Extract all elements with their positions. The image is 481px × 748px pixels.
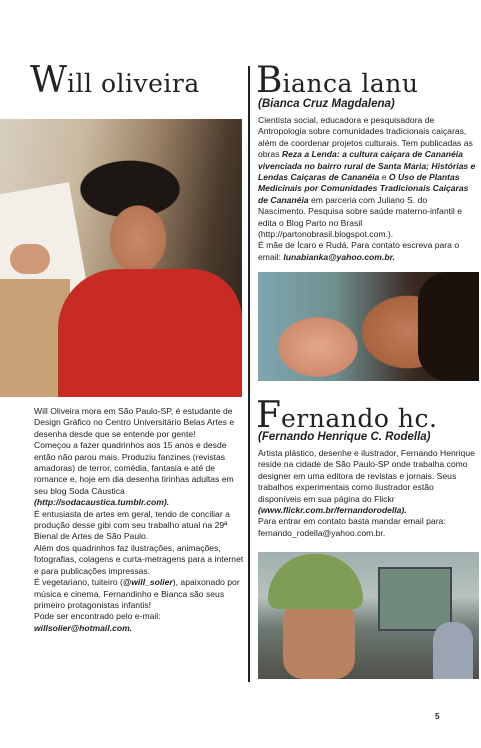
fernando-photo	[258, 552, 479, 679]
will-photo	[0, 119, 242, 397]
fernando-subtitle: (Fernando Henrique C. Rodella)	[258, 431, 431, 443]
will-title: Will oliveira	[30, 60, 200, 101]
column-divider	[248, 66, 250, 682]
will-bio: Will Oliveira mora em São Paulo-SP, é estudante de Design Gráfico no Centro Universitário Belas Artes e desenha desde que se entende por gente! Começou a fazer quadrinhos aos 15 anos e desde então não parou mais. Produziu fanzines (revistas amadoras) de terror, comédia, fantasia e até de romance e, hoje em dia desenha tirinhas adultas em seu blog Soda Cáustica (http://sodacaustica.tumblr.com). É entusiasta de artes em geral, tendo de conciliar a produção desse gibi com seu trabalho atual na 29ª Bienal de Artes de São Paulo. Além dos quadrinhos faz ilustrações, animações, fotografias, colagens e curta-metragens para a internet e para publicações impressas. É vegetariano, tuiteiro (@will_solier), apaixonado por música e cinema. Fernandinho e Bianca são seus primeiro protagonistas infantis! Pode ser encontrado pelo e-mail: willsolier@hotmail.com.	[34, 406, 244, 633]
bianca-title: Bianca lanu	[256, 60, 419, 101]
bianca-subtitle: (Bianca Cruz Magdalena)	[258, 98, 395, 110]
fernando-title: Fernando hc.	[256, 395, 438, 436]
bianca-photo	[258, 272, 479, 381]
page-number: 5	[435, 712, 440, 721]
bianca-bio: Cientista social, educadora e pesquisadora de Antropologia sobre comunidades tradicionais caiçaras, além de coordenar projetos culturais. Tem publicadas as obras Reza a Lenda: a cultura caiçara de Cananéia vivenciada no bairro rural de Santa Maria; Histórias e Lendas Caiçaras de Cananéia e O Uso de Plantas Medicinais por Comunidades Tradicionais Caiçaras de Cananéia em parceria com Juliano S. do Nascimento. Pesquisa sobre saúde materno-infantil e edita o Blog Parto no Brasil (http://partonobrasil.blogspot.com.). É mãe de Ícaro e Rudá. Para contato escreva para o email: lunabianka@yahoo.com.br.	[258, 115, 476, 262]
fernando-bio: Artista plástico, desenhe e ilustrador, Fernando Henrique reside na cidade de São Paulo-SP onde trabalha como designer em uma editora de revistas e jornais. Seus trabalhos experimentais como ilustrador estão disponíveis em sua página do Flickr (www.flickr.com.br/fernandorodella). Para entrar em contato basta mandar email para: fernando_rodella@yahoo.com.br.	[258, 448, 475, 538]
